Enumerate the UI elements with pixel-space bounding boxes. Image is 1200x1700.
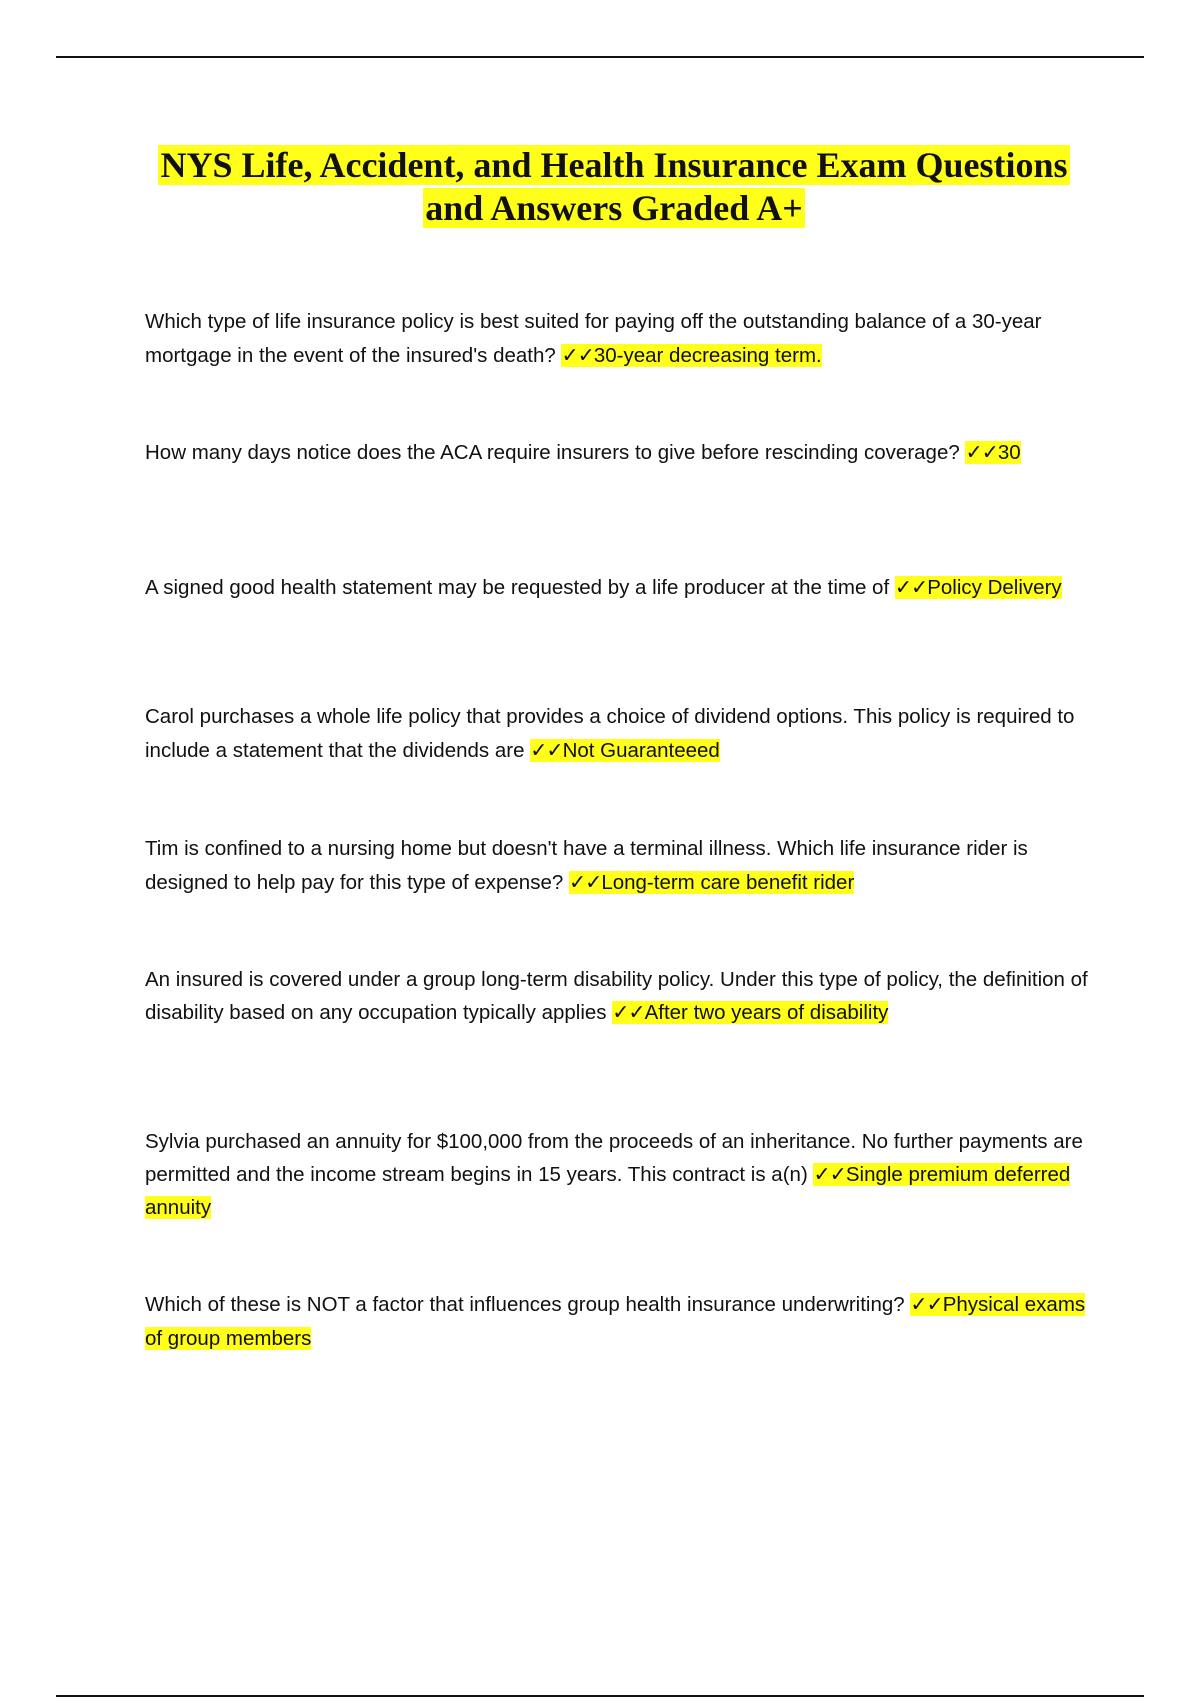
question-text: Which type of life insurance policy is best suited for paying off the outstanding balance of a 30-year mortgage in the event of the insured's death?: [145, 310, 1042, 367]
answer-text: Single premium deferred annuity: [145, 1163, 1071, 1219]
question-text: An insured is covered under a group long-term disability policy. Under this type of policy, the definition of disability based on any occupation typically applies: [145, 968, 1088, 1024]
question-text: A signed good health statement may be requested by a life producer at the time of: [145, 576, 890, 599]
qa-item-8: [145, 1288, 1095, 1356]
double-check-icon: ✓✓: [561, 344, 594, 367]
answer-text: Not Guaranteeed: [562, 739, 720, 762]
answer-text: Physical exams of group members: [145, 1293, 1086, 1350]
top-rule: [56, 56, 1144, 58]
double-check-icon: ✓✓: [894, 576, 928, 599]
answer-highlight: [612, 1001, 888, 1024]
answer-highlight: [530, 739, 720, 762]
question-text: Sylvia purchased an annuity for $100,000 from the proceeds of an inheritance. No further payments are permitted and the income stream begins in 15 years. This contract is a(n): [145, 1130, 1083, 1186]
answer-highlight: [965, 441, 1020, 464]
double-check-icon: ✓✓: [965, 441, 998, 464]
question-text: Which of these is NOT a factor that influences group health insurance underwriting?: [145, 1293, 905, 1316]
qa-item-1: [145, 305, 1095, 373]
answer-highlight: [561, 344, 821, 367]
qa-item-5: [145, 832, 1095, 900]
document-title-text: NYS Life, Accident, and Health Insurance Exam Questions and Answers Graded A+: [160, 145, 1068, 228]
answer-text: 30-year decreasing term.: [593, 344, 822, 367]
answer-text: After two years of disability: [644, 1001, 889, 1024]
double-check-icon: ✓✓: [910, 1293, 943, 1316]
question-text: How many days notice does the ACA require insurers to give before rescinding coverage?: [145, 441, 960, 464]
qa-item-7: [145, 1125, 1095, 1224]
double-check-icon: ✓✓: [612, 1001, 645, 1024]
bottom-rule: [56, 1695, 1144, 1697]
question-text: Tim is confined to a nursing home but doesn't have a terminal illness. Which life insurance rider is designed to help pay for this type of expense?: [145, 837, 1028, 894]
answer-text: 30: [997, 441, 1021, 464]
answer-text: Long-term care benefit rider: [601, 871, 855, 894]
qa-item-4: [145, 700, 1095, 768]
double-check-icon: ✓✓: [813, 1163, 846, 1186]
document-title: [140, 144, 1088, 230]
qa-item-3: [145, 572, 1095, 604]
question-text: Carol purchases a whole life policy that provides a choice of dividend options. This policy is required to include a statement that the dividends are: [145, 705, 1075, 762]
qa-item-6: [145, 963, 1095, 1029]
double-check-icon: ✓✓: [568, 871, 602, 894]
answer-highlight: [895, 576, 1062, 599]
qa-item-2: [145, 436, 1095, 470]
double-check-icon: ✓✓: [530, 739, 563, 762]
answer-text: Policy Delivery: [927, 576, 1062, 599]
answer-highlight: [569, 871, 854, 894]
